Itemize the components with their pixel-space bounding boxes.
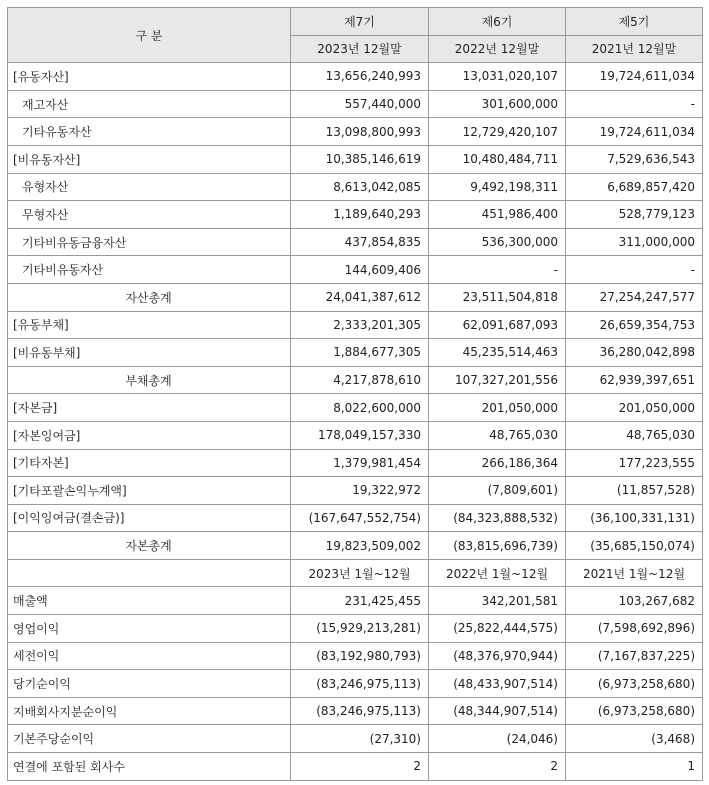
- value-cell: 62,939,397,651: [566, 366, 703, 394]
- value-cell: 201,050,000: [429, 394, 566, 422]
- value-cell: 536,300,000: [429, 228, 566, 256]
- table-row: [8, 256, 703, 284]
- value-cell: (48,344,907,514): [429, 697, 566, 725]
- value-cell: 437,854,835: [291, 228, 429, 256]
- value-cell: 1,189,640,293: [291, 201, 429, 229]
- value-cell: (36,100,331,131): [566, 504, 703, 532]
- table-row: [8, 201, 703, 229]
- value-cell: 45,235,514,463: [429, 339, 566, 367]
- table-row: [8, 311, 703, 339]
- value-cell: (83,815,696,739): [429, 532, 566, 560]
- value-cell: 19,724,611,034: [566, 63, 703, 91]
- value-cell: 177,223,555: [566, 449, 703, 477]
- value-cell: (15,929,213,281): [291, 615, 429, 643]
- table-row: [8, 587, 703, 615]
- row-label: [기타포괄손익누계액]: [8, 477, 291, 505]
- row-label: 지배회사지분순이익: [8, 697, 291, 725]
- value-cell: 301,600,000: [429, 90, 566, 118]
- row-label: [비유동자산]: [8, 145, 291, 173]
- value-cell: 10,480,484,711: [429, 145, 566, 173]
- value-cell: 10,385,146,619: [291, 145, 429, 173]
- value-cell: 528,779,123: [566, 201, 703, 229]
- value-cell: 27,254,247,577: [566, 283, 703, 311]
- table-row: [8, 283, 703, 311]
- value-cell: (6,973,258,680): [566, 697, 703, 725]
- table-row: [8, 173, 703, 201]
- period-header: 제7기: [291, 8, 429, 36]
- value-cell: 2: [429, 753, 566, 781]
- row-label: [유동부채]: [8, 311, 291, 339]
- row-label: 연결에 포함된 회사수: [8, 753, 291, 781]
- value-cell: (11,857,528): [566, 477, 703, 505]
- header-row-periods: [8, 8, 703, 36]
- value-cell: 48,765,030: [566, 421, 703, 449]
- value-cell: -: [429, 256, 566, 284]
- income-statement-section: [8, 587, 703, 780]
- row-label: 부채총계: [8, 366, 291, 394]
- table-row: [8, 228, 703, 256]
- value-cell: (24,046): [429, 725, 566, 753]
- table-row: [8, 339, 703, 367]
- row-label: 당기순이익: [8, 670, 291, 698]
- table-row: [8, 63, 703, 91]
- value-cell: 36,280,042,898: [566, 339, 703, 367]
- value-cell: 13,098,800,993: [291, 118, 429, 146]
- income-period-label: [8, 559, 291, 587]
- value-cell: 2: [291, 753, 429, 781]
- value-cell: (35,685,150,074): [566, 532, 703, 560]
- value-cell: 24,041,387,612: [291, 283, 429, 311]
- row-label: 기타유동자산: [8, 118, 291, 146]
- table-row: [8, 642, 703, 670]
- balance-sheet-section: [8, 63, 703, 560]
- row-label: 기타비유동금융자산: [8, 228, 291, 256]
- value-cell: 1: [566, 753, 703, 781]
- value-cell: 12,729,420,107: [429, 118, 566, 146]
- row-label: [자본잉여금]: [8, 421, 291, 449]
- value-cell: (7,167,837,225): [566, 642, 703, 670]
- value-cell: 19,823,509,002: [291, 532, 429, 560]
- income-period-cell: 2022년 1월~12월: [429, 559, 566, 587]
- value-cell: 231,425,455: [291, 587, 429, 615]
- value-cell: 7,529,636,543: [566, 145, 703, 173]
- value-cell: 178,049,157,330: [291, 421, 429, 449]
- category-header: 구 분: [8, 8, 291, 63]
- table-row: [8, 90, 703, 118]
- value-cell: 1,884,677,305: [291, 339, 429, 367]
- value-cell: 8,613,042,085: [291, 173, 429, 201]
- value-cell: (7,809,601): [429, 477, 566, 505]
- income-period-cell: 2021년 1월~12월: [566, 559, 703, 587]
- value-cell: (3,468): [566, 725, 703, 753]
- table-row: [8, 504, 703, 532]
- table-row: [8, 615, 703, 643]
- table-row: [8, 118, 703, 146]
- row-label: [유동자산]: [8, 63, 291, 91]
- table-row: [8, 145, 703, 173]
- value-cell: 266,186,364: [429, 449, 566, 477]
- financial-summary-table: [7, 7, 703, 781]
- table-row: [8, 670, 703, 698]
- table-row: [8, 753, 703, 781]
- date-header: 2023년 12월말: [291, 35, 429, 63]
- value-cell: 48,765,030: [429, 421, 566, 449]
- value-cell: 557,440,000: [291, 90, 429, 118]
- value-cell: (27,310): [291, 725, 429, 753]
- value-cell: 144,609,406: [291, 256, 429, 284]
- row-label: 기타비유동자산: [8, 256, 291, 284]
- value-cell: (83,246,975,113): [291, 670, 429, 698]
- value-cell: 6,689,857,420: [566, 173, 703, 201]
- value-cell: (83,192,980,793): [291, 642, 429, 670]
- period-header: 제5기: [566, 8, 703, 36]
- value-cell: (7,598,692,896): [566, 615, 703, 643]
- row-label: 기본주당순이익: [8, 725, 291, 753]
- table-row: [8, 725, 703, 753]
- value-cell: 4,217,878,610: [291, 366, 429, 394]
- value-cell: 342,201,581: [429, 587, 566, 615]
- value-cell: 107,327,201,556: [429, 366, 566, 394]
- value-cell: 1,379,981,454: [291, 449, 429, 477]
- table-row: [8, 532, 703, 560]
- value-cell: (6,973,258,680): [566, 670, 703, 698]
- value-cell: 9,492,198,311: [429, 173, 566, 201]
- row-label: 자본총계: [8, 532, 291, 560]
- income-period-cell: 2023년 1월~12월: [291, 559, 429, 587]
- value-cell: 23,511,504,818: [429, 283, 566, 311]
- value-cell: (84,323,888,532): [429, 504, 566, 532]
- row-label: 영업이익: [8, 615, 291, 643]
- table-row: [8, 366, 703, 394]
- value-cell: -: [566, 256, 703, 284]
- value-cell: (48,376,970,944): [429, 642, 566, 670]
- value-cell: 13,031,020,107: [429, 63, 566, 91]
- value-cell: 103,267,682: [566, 587, 703, 615]
- value-cell: (48,433,907,514): [429, 670, 566, 698]
- value-cell: 19,322,972: [291, 477, 429, 505]
- value-cell: -: [566, 90, 703, 118]
- row-label: 매출액: [8, 587, 291, 615]
- row-label: [이익잉여금(결손금)]: [8, 504, 291, 532]
- value-cell: 2,333,201,305: [291, 311, 429, 339]
- table-row: [8, 394, 703, 422]
- date-header: 2021년 12월말: [566, 35, 703, 63]
- row-label: [자본금]: [8, 394, 291, 422]
- row-label: [비유동부채]: [8, 339, 291, 367]
- table-row: [8, 697, 703, 725]
- period-header: 제6기: [429, 8, 566, 36]
- value-cell: 451,986,400: [429, 201, 566, 229]
- table-row: [8, 421, 703, 449]
- date-header: 2022년 12월말: [429, 35, 566, 63]
- value-cell: 311,000,000: [566, 228, 703, 256]
- value-cell: 19,724,611,034: [566, 118, 703, 146]
- value-cell: 201,050,000: [566, 394, 703, 422]
- table-row: [8, 449, 703, 477]
- row-label: 재고자산: [8, 90, 291, 118]
- value-cell: (25,822,444,575): [429, 615, 566, 643]
- row-label: 세전이익: [8, 642, 291, 670]
- income-period-row: [8, 559, 703, 587]
- value-cell: 13,656,240,993: [291, 63, 429, 91]
- value-cell: 26,659,354,753: [566, 311, 703, 339]
- row-label: 유형자산: [8, 173, 291, 201]
- value-cell: (167,647,552,754): [291, 504, 429, 532]
- value-cell: 62,091,687,093: [429, 311, 566, 339]
- row-label: [기타자본]: [8, 449, 291, 477]
- row-label: 자산총계: [8, 283, 291, 311]
- row-label: 무형자산: [8, 201, 291, 229]
- value-cell: 8,022,600,000: [291, 394, 429, 422]
- table-row: [8, 477, 703, 505]
- value-cell: (83,246,975,113): [291, 697, 429, 725]
